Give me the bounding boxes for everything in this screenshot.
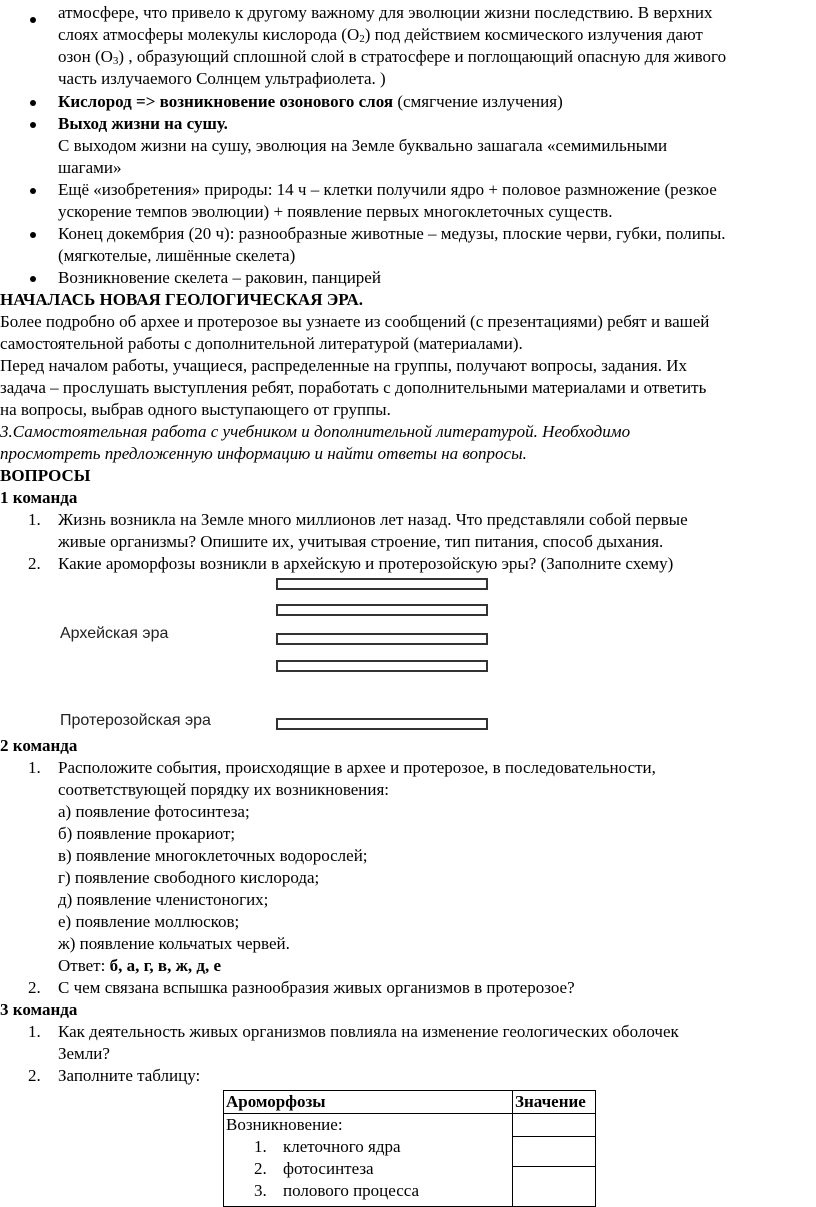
team-2-q1-line-1: Расположите события, происходящие в архее и протерозое, в последовательности, — [58, 758, 656, 777]
archean-box-2[interactable] — [276, 604, 488, 616]
proterozoic-era-label: Протерозойская эра — [60, 712, 211, 729]
team-3-q1-number: 1. — [28, 1022, 41, 1041]
table-header-row — [224, 1091, 596, 1114]
table-list-item: 3. полового процесса — [254, 1181, 420, 1200]
paragraph-2-line-1: Перед началом работы, учащиеся, распределенные на группы, получают вопросы, задания. Их — [0, 356, 688, 375]
team-1-q1-line-2: живые организмы? Опишите их, учитывая строение, тип питания, способ дыхания. — [58, 532, 664, 551]
table-list-item: 1. клеточного ядра — [254, 1137, 401, 1156]
option-e: д) появление членистоногих; — [58, 890, 269, 909]
meaning-cell-3[interactable] — [513, 1167, 595, 1206]
team-1-title: 1 команда — [0, 488, 78, 507]
option-d: г) появление свободного кислорода; — [58, 868, 320, 887]
table-list-number: 3. — [254, 1181, 267, 1200]
bullet-3-line-1: С выходом жизни на сушу, эволюция на Земле буквально зашагала «семимильными — [58, 136, 668, 155]
bullet-dot — [30, 276, 36, 282]
bullet-dot — [30, 188, 36, 194]
bullet-1-line-4: часть излучаемого Солнцем ультрафиолета. ) — [58, 69, 386, 88]
proterozoic-box[interactable] — [276, 718, 488, 730]
bullet-6: Возникновение скелета – раковин, панцирей — [58, 268, 381, 287]
era-heading: НАЧАЛАСЬ НОВАЯ ГЕОЛОГИЧЕСКАЯ ЭРА. — [0, 290, 364, 309]
team-3-q1-line-2: Земли? — [58, 1044, 110, 1063]
team-2-q2-number: 2. — [28, 978, 41, 997]
bullet-4-line-2: ускорение темпов эволюции) + появление первых многоклеточных существ. — [58, 202, 613, 221]
team-1-q2-number: 2. — [28, 554, 41, 573]
bullet-dot — [30, 100, 36, 106]
team-3-q2: Заполните таблицу: — [58, 1066, 201, 1085]
bullet-4-line-1: Ещё «изобретения» природы: 14 ч – клетки получили ядро + половое размножение (резкое — [58, 180, 717, 199]
team-2-q1-number: 1. — [28, 758, 41, 777]
answer-value: б, а, г, в, ж, д, е — [109, 956, 222, 975]
archean-box-3[interactable] — [276, 633, 488, 645]
paragraph-2-line-2: задача – прослушать выступления ребят, поработать с дополнительными материалами и ответить — [0, 378, 707, 397]
bullet-1-line-1: атмосфере, что привело к другому важному для эволюции жизни последствию. В верхних — [58, 3, 713, 22]
table-header-meaning: Значение — [513, 1091, 596, 1114]
team-1-q1-number: 1. — [28, 510, 41, 529]
answer-label: Ответ: — [58, 956, 110, 975]
bullet-1-line-2: слоях атмосферы молекулы кислорода (О2) под действием космического излучения дают — [58, 25, 703, 45]
bullet-dot — [30, 122, 36, 128]
bullet-5-line-2: (мягкотелые, лишённые скелета) — [58, 246, 296, 265]
bullet-5-line-1: Конец докембрия (20 ч): разнообразные животные – медузы, плоские черви, губки, полипы. — [58, 224, 726, 243]
bullet-1-line-3: озон (О3) , образующий сплошной слой в стратосфере и поглощающий опасную для живого — [58, 47, 727, 67]
option-f: е) появление моллюсков; — [58, 912, 240, 931]
team-1-q1-line-1: Жизнь возникла на Земле много миллионов лет назад. Что представляли собой первые — [58, 510, 688, 529]
team-2-q1-line-2: соответствующей порядку их возникновения: — [58, 780, 390, 799]
table-intro: Возникновение: — [226, 1115, 343, 1134]
aromorphoses-table — [223, 1090, 596, 1207]
questions-heading: ВОПРОСЫ — [0, 466, 91, 485]
option-a: а) появление фотосинтеза; — [58, 802, 250, 821]
bullet-dot — [30, 232, 36, 238]
option-g: ж) появление кольчатых червей. — [58, 934, 290, 953]
bullet-3-line-2: шагами» — [58, 158, 122, 177]
answer-line — [58, 955, 221, 977]
paragraph-3-line-1: 3.Самостоятельная работа с учебником и дополнительной литературой. Необходимо — [0, 422, 631, 441]
paragraph-3-line-2: просмотреть предложенную информацию и найти ответы на вопросы. — [0, 444, 527, 463]
table-cell-aromorphoses-list — [224, 1114, 513, 1207]
option-b: б) появление прокариот; — [58, 824, 236, 843]
paragraph-1-line-2: самостоятельной работы с дополнительной литературой (материалами). — [0, 334, 523, 353]
team-2-title: 2 команда — [0, 736, 78, 755]
table-list-item: 2. фотосинтеза — [254, 1159, 374, 1178]
table-cell-meaning[interactable] — [513, 1114, 596, 1207]
paragraph-1-line-1: Более подробно об архее и протерозое вы узнаете из сообщений (с презентациями) ребят и вашей — [0, 312, 710, 331]
meaning-cell-1[interactable] — [513, 1114, 595, 1137]
team-3-q1-line-1: Как деятельность живых организмов повлияла на изменение геологических оболочек — [58, 1022, 679, 1041]
archean-era-label: Архейская эра — [60, 625, 169, 642]
bullet-3-title: Выход жизни на сушу. — [58, 114, 228, 133]
paragraph-2-line-3: на вопросы, выбрав одного выступающего от группы. — [0, 400, 391, 419]
bullet-2: Кислород => возникновение озонового слоя (смягчение излучения) — [58, 92, 563, 111]
table-header-aromorphoses: Ароморфозы — [224, 1091, 513, 1114]
table-list-number: 1. — [254, 1137, 267, 1156]
team-3-q2-number: 2. — [28, 1066, 41, 1085]
team-1-q2: Какие ароморфозы возникли в архейскую и протерозойскую эры? (Заполните схему) — [58, 554, 674, 573]
archean-box-4[interactable] — [276, 660, 488, 672]
meaning-cell-2[interactable] — [513, 1137, 595, 1167]
team-3-title: 3 команда — [0, 1000, 78, 1019]
bullet-dot — [30, 17, 36, 23]
archean-box-1[interactable] — [276, 578, 488, 590]
table-list-number: 2. — [254, 1159, 267, 1178]
table-row — [224, 1114, 596, 1207]
team-2-q2: С чем связана вспышка разнообразия живых организмов в протерозое? — [58, 978, 575, 997]
option-c: в) появление многоклеточных водорослей; — [58, 846, 368, 865]
